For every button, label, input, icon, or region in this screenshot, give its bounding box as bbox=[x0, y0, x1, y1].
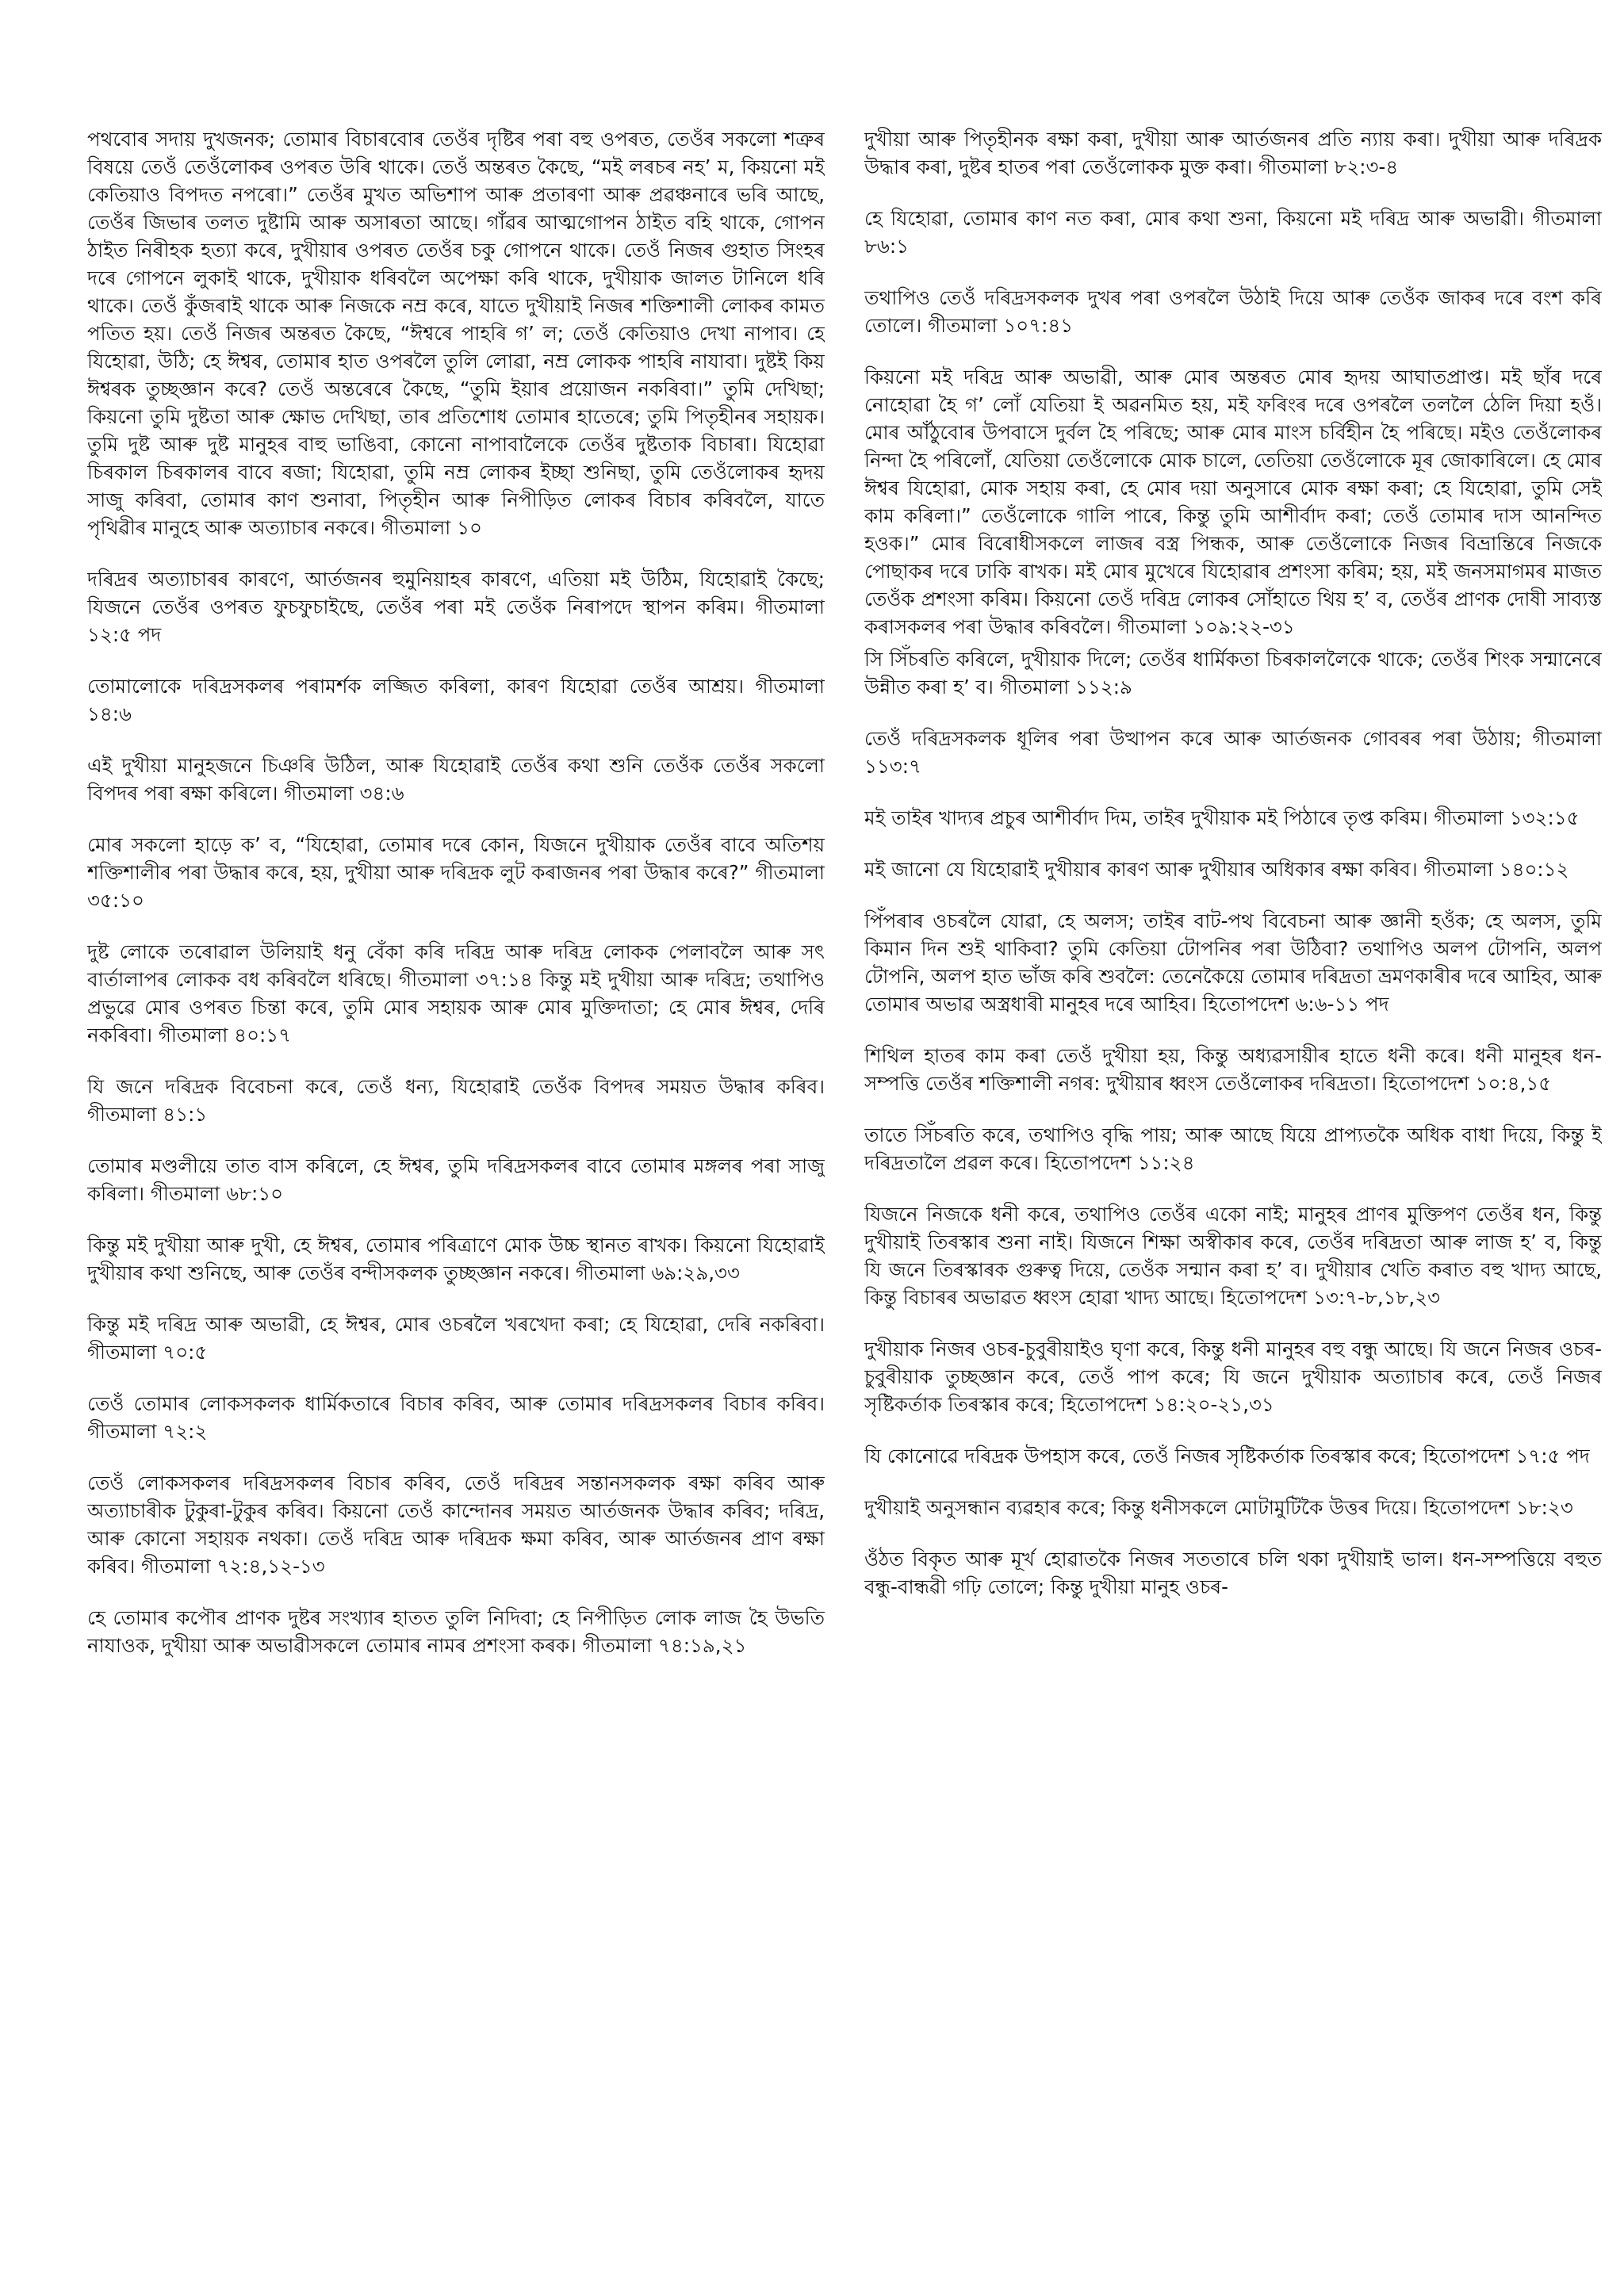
paragraph: যি কোনোৱে দৰিদ্ৰক উপহাস কৰে, তেওঁ নিজৰ সৃষ্টিকৰ্তাক তিৰস্কাৰ কৰে; হিতোপদেশ ১৭:৫ পদ bbox=[864, 1445, 1590, 1468]
paragraph: এই দুখীয়া মানুহজনে চিঞৰি উঠিল, আৰু যিহোৱাই তেওঁৰ কথা শুনি তেওঁক তেওঁৰ সকলো বিপদৰ পৰা ৰক্ষা কৰিলে। গীতমালা ৩৪:৬ bbox=[87, 754, 825, 805]
paragraph: মই জানো যে যিহোৱাই দুখীয়াৰ কাৰণ আৰু দুখীয়াৰ অধিকাৰ ৰক্ষা কৰিব। গীতমালা ১৪০:১২ bbox=[864, 858, 1569, 881]
paragraph: হে তোমাৰ কপৌৰ প্ৰাণক দুষ্টৰ সংখ্যাৰ হাতত তুলি নিদিবা; হে নিপীড়িত লোক লাজ হৈ উভতি নাযাওক, দুখীয়া আৰু অভাৱীসকলে তোমাৰ নামৰ প্ৰশংসা কৰক। গীতমালা ৭৪:১৯,২১ bbox=[87, 1606, 825, 1657]
paragraph: যিজনে নিজকে ধনী কৰে, তথাপিও তেওঁৰ একো নাই; মানুহৰ প্ৰাণৰ মুক্তিপণ তেওঁৰ ধন, কিন্তু দুখীয়াই তিৰস্কাৰ শুনা নাই। যিজনে শিক্ষা অস্বীকাৰ কৰে, তেওঁৰ দৰিদ্ৰতা আৰু লাজ হ’ ব, কিন্তু যি জনে তিৰস্কাৰক গুৰুত্ব দিয়ে, তেওঁক সন্মান কৰা হ’ ব। দুখীয়াৰ খেতি কৰাত বহু খাদ্য আছে, কিন্তু বিচাৰৰ অভাৱত ধ্বংস হোৱা খাদ্য আছে। হিতোপদেশ ১৩:৭-৮,১৮,২৩ bbox=[864, 1203, 1602, 1309]
paragraph: তোমালোকে দৰিদ্ৰসকলৰ পৰামৰ্শক লজ্জিত কৰিলা, কাৰণ যিহোৱা তেওঁৰ আশ্ৰয়। গীতমালা ১৪:৬ bbox=[87, 675, 825, 725]
paragraph: তথাপিও তেওঁ দৰিদ্ৰসকলক দুখৰ পৰা ওপৰলৈ উঠাই দিয়ে আৰু তেওঁক জাকৰ দৰে বংশ কৰি তোলে। গীতমালা ১০৭:৪১ bbox=[864, 286, 1602, 337]
paragraph: দুখীয়াক নিজৰ ওচৰ-চুবুৰীয়াইও ঘৃণা কৰে, কিন্তু ধনী মানুহৰ বহু বন্ধু আছে। যি জনে নিজৰ ওচৰ-চুবুৰীয়াক তুচ্ছজ্ঞান কৰে, তেওঁ পাপ কৰে; যি জনে দুখীয়াক অত্যাচাৰ কৰে, তেওঁ নিজৰ সৃষ্টিকৰ্তাক তিৰস্কাৰ কৰে; হিতোপদেশ ১৪:২০-২১,৩১ bbox=[864, 1337, 1602, 1416]
paragraph: তেওঁ লোকসকলৰ দৰিদ্ৰসকলৰ বিচাৰ কৰিব, তেওঁ দৰিদ্ৰৰ সন্তানসকলক ৰক্ষা কৰিব আৰু অত্যাচাৰীক টুকুৰা-টুকুৰ কৰিব। কিয়নো তেওঁ কান্দোনৰ সময়ত আৰ্তজনক উদ্ধাৰ কৰিব; দৰিদ্ৰ, আৰু কোনো সহায়ক নথকা। তেওঁ দৰিদ্ৰ আৰু দৰিদ্ৰক ক্ষমা কৰিব, আৰু আৰ্তজনৰ প্ৰাণ ৰক্ষা কৰিব। গীতমালা ৭২:৪,১২-১৩ bbox=[87, 1471, 825, 1578]
paragraph: মই তাইৰ খাদ্যৰ প্ৰচুৰ আশীৰ্বাদ দিম, তাইৰ দুখীয়াক মই পিঠাৰে তৃপ্ত কৰিম। গীতমালা ১৩২:১৫ bbox=[864, 806, 1580, 829]
paragraph: তেওঁ তোমাৰ লোকসকলক ধাৰ্মিকতাৰে বিচাৰ কৰিব, আৰু তোমাৰ দৰিদ্ৰসকলৰ বিচাৰ কৰিব। গীতমালা ৭২:২ bbox=[87, 1392, 825, 1443]
paragraph: হে যিহোৱা, তোমাৰ কাণ নত কৰা, মোৰ কথা শুনা, কিয়নো মই দৰিদ্ৰ আৰু অভাৱী। গীতমালা ৮৬:১ bbox=[864, 207, 1602, 258]
paragraph: যি জনে দৰিদ্ৰক বিবেচনা কৰে, তেওঁ ধন্য, যিহোৱাই তেওঁক বিপদৰ সময়ত উদ্ধাৰ কৰিব। গীতমালা ৪১:১ bbox=[87, 1075, 825, 1126]
paragraph: দুখীয়াই অনুসন্ধান ব্যৱহাৰ কৰে; কিন্তু ধনীসকলে মোটামুটিকৈ উত্তৰ দিয়ে। হিতোপদেশ ১৮:২৩ bbox=[864, 1496, 1573, 1519]
paragraph: কিয়নো মই দৰিদ্ৰ আৰু অভাৱী, আৰু মোৰ অন্তৰত মোৰ হৃদয় আঘাতপ্ৰাপ্ত। মই ছাঁৰ দৰে নোহোৱা হৈ গ’ লোঁ যেতিয়া ই অৱনমিত হয়, মই ফৰিংৰ দৰে ওপৰলৈ তললৈ ঠেলি দিয়া হওঁ। মোৰ আঁঠুবোৰ উপবাসে দুৰ্বল হৈ পৰিছে; আৰু মোৰ মাংস চৰ্বিহীন হৈ পৰিছে। মইও তেওঁলোকৰ নিন্দা হৈ পৰিলোঁ, যেতিয়া তেওঁলোকে মোক চালে, তেতিয়া তেওঁলোকে মূৰ জোকাৰিলে। হে মোৰ ঈশ্বৰ যিহোৱা, মোক সহায় কৰা, হে মোৰ দয়া অনুসাৰে মোক ৰক্ষা কৰা; হে যিহোৱা, তুমি সেই কাম কৰিলা।” তেওঁলোকে গালি পাৰে, কিন্তু তুমি আশীৰ্বাদ কৰা; তেওঁ তোমাৰ দাস আনন্দিত হওক।” মোৰ বিৰোধীসকলে লাজৰ বস্ত্ৰ পিন্ধক, আৰু তেওঁলোকে নিজৰ বিভ্ৰান্তিৰে নিজকে পোছাকৰ দৰে ঢাকি ৰাখক। মই মোৰ মুখেৰে যিহোৱাৰ প্ৰশংসা কৰিম; হয়, মই জনসমাগমৰ মাজত তেওঁক প্ৰশংসা কৰিম। কিয়নো তেওঁ দৰিদ্ৰ লোকৰ সোঁহাতে থিয় হ’ ব, তেওঁৰ প্ৰাণক দোষী সাব্যস্ত কৰাসকলৰ পৰা উদ্ধাৰ কৰিবলৈ। গীতমালা ১০৯:২২-৩১ bbox=[864, 365, 1602, 638]
paragraph: ওঁঠত বিকৃত আৰু মূৰ্খ হোৱাতকৈ নিজৰ সততাৰে চলি থকা দুখীয়াই ভাল। ধন-সম্পত্তিয়ে বহুত বন্ধু-বান্ধৱী গঢ়ি তোলে; কিন্তু দুখীয়া মানুহ ওচৰ- bbox=[864, 1548, 1602, 1598]
paragraph: দুষ্ট লোকে তৰোৱাল উলিয়াই ধনু বেঁকা কৰি দৰিদ্ৰ আৰু দৰিদ্ৰ লোকক পেলাবলৈ আৰু সৎ বাৰ্তালাপৰ লোকক বধ কৰিবলৈ ধৰিছে। গীতমালা ৩৭:১৪ কিন্তু মই দুখীয়া আৰু দৰিদ্ৰ; তথাপিও প্ৰভুৱে মোৰ ওপৰত চিন্তা কৰে, তুমি মোৰ সহায়ক আৰু মোৰ মুক্তিদাতা; হে মোৰ ঈশ্বৰ, দেৰি নকৰিবা। গীতমালা ৪০:১৭ bbox=[87, 940, 825, 1047]
paragraph: কিন্তু মই দৰিদ্ৰ আৰু অভাৱী, হে ঈশ্বৰ, মোৰ ওচৰলৈ খৰখেদা কৰা; হে যিহোৱা, দেৰি নকৰিবা। গীতমালা ৭০:৫ bbox=[87, 1313, 825, 1364]
paragraph: কিন্তু মই দুখীয়া আৰু দুখী, হে ঈশ্বৰ, তোমাৰ পৰিত্ৰাণে মোক উচ্চ স্থানত ৰাখক। কিয়নো যিহোৱাই দুখীয়াৰ কথা শুনিছে, আৰু তেওঁৰ বন্দীসকলক তুচ্ছজ্ঞান নকৰে। গীতমালা ৬৯:২৯,৩৩ bbox=[87, 1234, 825, 1284]
paragraph: সি সিঁচৰতি কৰিলে, দুখীয়াক দিলে; তেওঁৰ ধাৰ্মিকতা চিৰকাললৈকে থাকে; তেওঁৰ শিংক সন্মানেৰে উন্নীত কৰা হ’ ব। গীতমালা ১১২:৯ bbox=[864, 648, 1602, 698]
paragraph: মোৰ সকলো হাড়ে ক’ ব, “যিহোৱা, তোমাৰ দৰে কোন, যিজনে দুখীয়াক তেওঁৰ বাবে অতিশয় শক্তিশালীৰ পৰা উদ্ধাৰ কৰে, হয়, দুখীয়া আৰু দৰিদ্ৰক লুট কৰাজনৰ পৰা উদ্ধাৰ কৰে?” গীতমালা ৩৫:১০ bbox=[87, 833, 825, 912]
paragraph: তোমাৰ মণ্ডলীয়ে তাত বাস কৰিলে, হে ঈশ্বৰ, তুমি দৰিদ্ৰসকলৰ বাবে তোমাৰ মঙ্গলৰ পৰা সাজু কৰিলা। গীতমালা ৬৮:১০ bbox=[87, 1154, 825, 1205]
paragraph: দুখীয়া আৰু পিতৃহীনক ৰক্ষা কৰা, দুখীয়া আৰু আৰ্তজনৰ প্ৰতি ন্যায় কৰা। দুখীয়া আৰু দৰিদ্ৰক উদ্ধাৰ কৰা, দুষ্টৰ হাতৰ পৰা তেওঁলোকক মুক্ত কৰা। গীতমালা ৮২:৩-৪ bbox=[864, 128, 1602, 178]
paragraph: পিঁপৰাৰ ওচৰলৈ যোৱা, হে অলস; তাইৰ বাট-পথ বিবেচনা আৰু জ্ঞানী হওঁক; হে অলস, তুমি কিমান দিন শুই থাকিবা? তুমি কেতিয়া টোপনিৰ পৰা উঠিবা? তথাপিও অলপ টোপনি, অলপ টোপনি, অলপ হাত ভাঁজ কৰি শুবলৈ: তেনেকৈয়ে তোমাৰ দৰিদ্ৰতা ভ্ৰমণকাৰীৰ দৰে আহিব, আৰু তোমাৰ অভাৱ অস্ত্ৰধাৰী মানুহৰ দৰে আহিব। হিতোপদেশ ৬:৬-১১ পদ bbox=[864, 909, 1602, 1016]
paragraph: তাতে সিঁচৰতি কৰে, তথাপিও বৃদ্ধি পায়; আৰু আছে যিয়ে প্ৰাপ্যতকৈ অধিক বাধা দিয়ে, কিন্তু ই দৰিদ্ৰতালৈ প্ৰৱল কৰে। হিতোপদেশ ১১:২৪ bbox=[864, 1123, 1602, 1174]
right-column bbox=[864, 125, 1602, 2264]
paragraph: পথবোৰ সদায় দুখজনক; তোমাৰ বিচাৰবোৰ তেওঁৰ দৃষ্টিৰ পৰা বহু ওপৰত, তেওঁৰ সকলো শত্ৰুৰ বিষয়ে তেওঁ তেওঁলোকৰ ওপৰত উৰি থাকে। তেওঁ অন্তৰত কৈছে, “মই লৰচৰ নহ’ ম, কিয়নো মই কেতিয়াও বিপদত নপৰো।” তেওঁৰ মুখত অভিশাপ আৰু প্ৰতাৰণা আৰু প্ৰৱঞ্চনাৰে ভৰি আছে, তেওঁৰ জিভাৰ তলত দুষ্টামি আৰু অসাৰতা আছে। গাঁৱৰ আত্মগোপন ঠাইত বহি থাকে, গোপন ঠাইত নিৰীহক হত্যা কৰে, দুখীয়াৰ ওপৰত তেওঁৰ চকু গোপনে থাকে। তেওঁ নিজৰ গুহাত সিংহৰ দৰে গোপনে লুকাই থাকে, দুখীয়াক ধৰিবলৈ অপেক্ষা কৰি থাকে, দুখীয়াক জালত টানিলে ধৰি থাকে। তেওঁ কুঁজৰাই থাকে আৰু নিজকে নম্ৰ কৰে, যাতে দুখীয়াই নিজৰ শক্তিশালী লোকৰ কামত পতিত হয়। তেওঁ নিজৰ অন্তৰত কৈছে, “ঈশ্বৰে পাহৰি গ’ ল; তেওঁ কেতিয়াও দেখা নাপাব। হে যিহোৱা, উঠি; হে ঈশ্বৰ, তোমাৰ হাত ওপৰলৈ তুলি লোৱা, নম্ৰ লোকক পাহৰি নাযাবা। দুষ্টই কিয় ঈশ্বৰক তুচ্ছজ্ঞান কৰে? তেওঁ অন্তৰেৰে কৈছে, “তুমি ইয়াৰ প্ৰয়োজন নকৰিবা।” তুমি দেখিছা; কিয়নো তুমি দুষ্টতা আৰু ক্ষোভ দেখিছা, তাৰ প্ৰতিশোধ তোমাৰ হাতেৰে; তুমি পিতৃহীনৰ সহায়ক। তুমি দুষ্ট আৰু দুষ্ট মানুহৰ বাহু ভাঙিবা, কোনো নাপাবালৈকে তেওঁৰ দুষ্টতাক বিচাৰা। যিহোৱা চিৰকাল চিৰকালৰ বাবে ৰজা; যিহোৱা, তুমি নম্ৰ লোকৰ ইচ্ছা শুনিছা, তুমি তেওঁলোকৰ হৃদয় সাজু কৰিবা, তোমাৰ কাণ শুনাবা, পিতৃহীন আৰু নিপীড়িত লোকৰ বিচাৰ কৰিবলৈ, যাতে পৃথিৱীৰ মানুহে আৰু অত্যাচাৰ নকৰে। গীতমালা ১০ bbox=[87, 128, 825, 539]
paragraph: তেওঁ দৰিদ্ৰসকলক ধূলিৰ পৰা উত্থাপন কৰে আৰু আৰ্তজনক গোবৰৰ পৰা উঠায়; গীতমালা ১১৩:৭ bbox=[864, 727, 1602, 778]
left-column bbox=[87, 125, 825, 2264]
paragraph: দৰিদ্ৰৰ অত্যাচাৰৰ কাৰণে, আৰ্তজনৰ হুমুনিয়াহৰ কাৰণে, এতিয়া মই উঠিম, যিহোৱাই কৈছে; যিজনে তেওঁৰ ওপৰত ফুচফুচাইছে, তেওঁৰ পৰা মই তেওঁক নিৰাপদে স্থাপন কৰিম। গীতমালা ১২:৫ পদ bbox=[87, 568, 825, 646]
paragraph: শিথিল হাতৰ কাম কৰা তেওঁ দুখীয়া হয়, কিন্তু অধ্যৱসায়ীৰ হাতে ধনী কৰে। ধনী মানুহৰ ধন-সম্পত্তি তেওঁৰ শক্তিশালী নগৰ: দুখীয়াৰ ধ্বংস তেওঁলোকৰ দৰিদ্ৰতা। হিতোপদেশ ১০:৪,১৫ bbox=[864, 1044, 1602, 1095]
